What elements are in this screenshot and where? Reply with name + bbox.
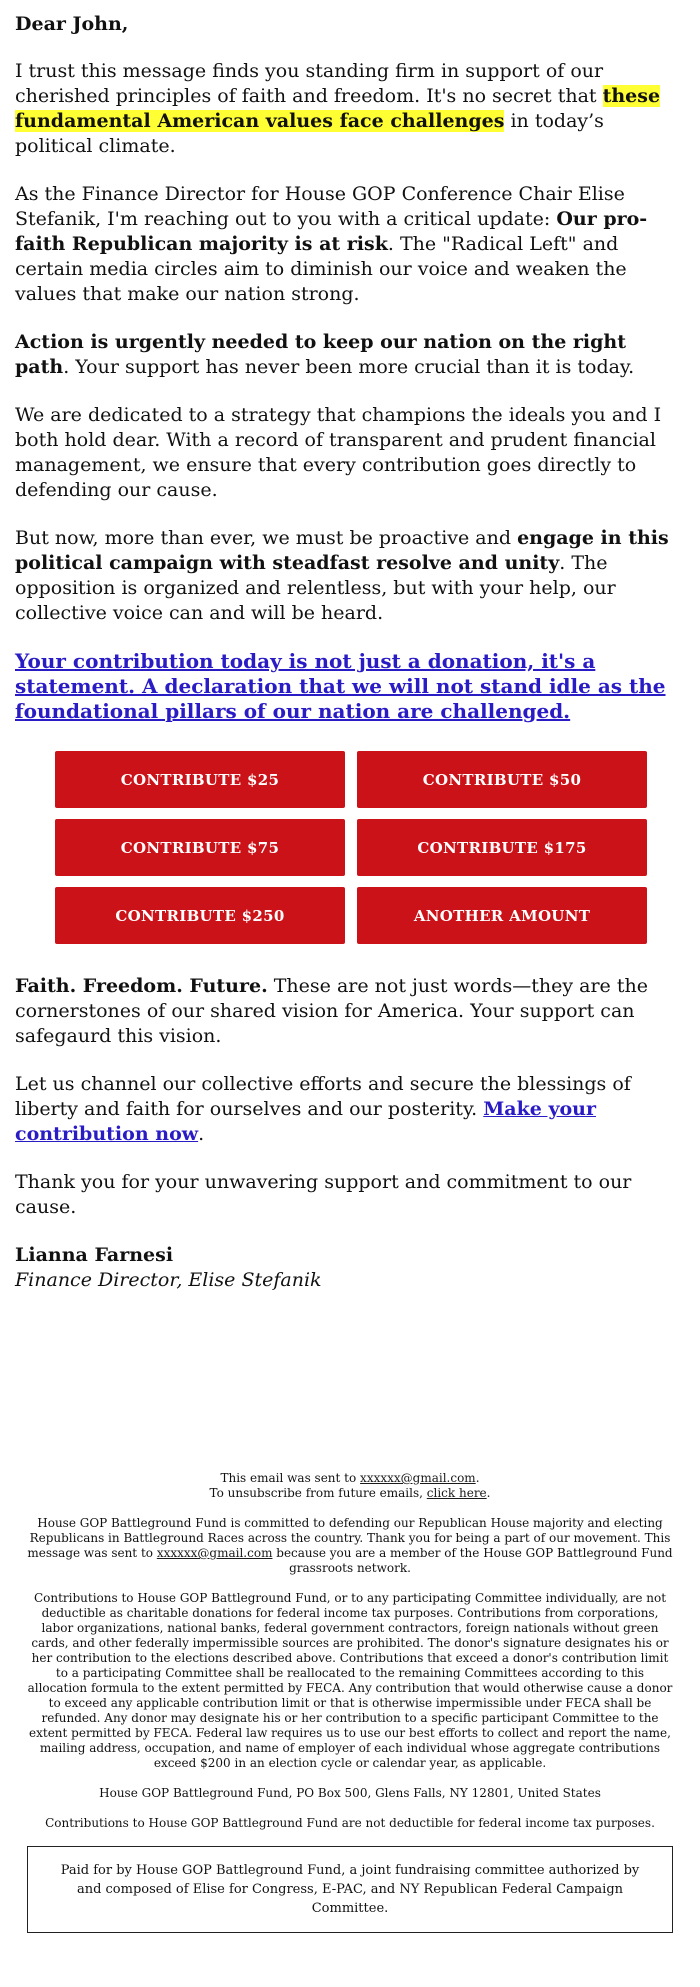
paragraph-intro	[15, 59, 685, 159]
paragraph-update	[15, 182, 685, 307]
footer-unsub-text: To unsubscribe from future emails,	[209, 1486, 427, 1500]
footer-sent-email[interactable]: xxxxxx@gmail.com	[360, 1471, 476, 1485]
paragraph-action	[15, 330, 685, 380]
footer-about-text-end: because you are a member of the House GOP Battleground Fund grassroots network.	[272, 1546, 673, 1575]
contribute-50-button[interactable]: CONTRIBUTE $50	[357, 751, 647, 808]
paragraph-engage	[15, 526, 685, 626]
faith-text: These are not just words—they are the cornerstones of our shared vision for America. Your support can safegaurd this vision.	[15, 975, 648, 1047]
donation-button-grid	[15, 751, 685, 944]
footer-about-text: House GOP Battleground Fund is committed to defending our Republican House majority and electing Republicans in Battleground Races across the country. Thank you for being a part of our movement. This message was sent to	[27, 1516, 671, 1560]
paragraph-faith	[15, 974, 685, 1049]
engage-text-end: . The opposition is organized and relentless, but with your help, our collective voice can and will be heard.	[15, 552, 616, 624]
engage-text: But now, more than ever, we must be proactive and	[15, 527, 518, 549]
paragraph-thanks: Thank you for your unwavering support and commitment to our cause.	[15, 1171, 632, 1218]
footer-about	[27, 1516, 673, 1576]
faith-bold: Faith. Freedom. Future.	[15, 975, 268, 997]
make-contribution-link[interactable]: Make your contribution now	[15, 1098, 596, 1145]
update-text-end: . The "Radical Left" and certain media circles aim to diminish our voice and weaken the values that make our nation strong.	[15, 233, 627, 305]
footer-about-email[interactable]: xxxxxx@gmail.com	[156, 1546, 273, 1560]
footer-legal: Contributions to House GOP Battleground Fund, or to any participating Committee individually, are not deductible as charitable donations for federal income tax purposes. Contributions from corporations, labor organizations, national banks, federal government contractors, foreign nationals without green cards, and other federally impermissible sources are prohibited. The donor's signature designates his or her contribution to the elections described above. Contributions that exceed a donor's contribution limit to a participating Committee shall be reallocated to the remaining Committees according to this allocation formula to the extent permitted by FECA. Any contribution that would otherwise cause a donor to exceed any applicable contribution limit or that is otherwise impermissible under FECA shall be refunded. Any donor may designate his or her contribution to a specific participant Committee to the extent permitted by FECA. Federal law requires us to use our best efforts to collect and report the name, mailing address, occupation, and name of employer of each individual whose aggregate contributions exceed $200 in an election cycle or calendar year, as applicable.	[27, 1591, 673, 1770]
intro-text: I trust this message finds you standing firm in support of our cherished principles of faith and freedom. It's no secret that	[15, 60, 604, 107]
channel-text: Let us channel our collective efforts and secure the blessings of liberty and faith for ourselves and our posterity.	[15, 1073, 631, 1120]
contribute-25-button[interactable]: CONTRIBUTE $25	[55, 751, 345, 808]
paragraph-strategy: We are dedicated to a strategy that champions the ideals you and I both hold dear. With a record of transparent and prudent financial management, we ensure that every contribution goes directly to defending our cause.	[15, 404, 662, 501]
highlighted-text: these fundamental American values face challenges	[15, 85, 661, 132]
signature-name: Lianna Farnesi	[15, 1244, 174, 1266]
signature-title: Finance Director, Elise Stefanik	[15, 1269, 322, 1291]
update-bold: Our pro-faith Republican majority is at risk	[15, 208, 648, 255]
another-amount-button[interactable]: ANOTHER AMOUNT	[357, 887, 647, 944]
footer-sent-text: This email was sent to	[220, 1471, 361, 1485]
footer	[15, 1471, 685, 1933]
footer-deductible: Contributions to House GOP Battleground Fund are not deductible for federal income tax purposes.	[45, 1816, 655, 1830]
unsubscribe-link[interactable]: click here	[426, 1486, 487, 1500]
footer-address: House GOP Battleground Fund, PO Box 500, Glens Falls, NY 12801, United States	[99, 1786, 601, 1800]
action-bold: Action is urgently needed to keep our nation on the right path	[15, 331, 626, 378]
greeting: Dear John,	[15, 13, 129, 35]
footer-unsub-suffix: .	[486, 1486, 491, 1500]
intro-text-end: in today’s political climate.	[15, 110, 604, 157]
contribution-statement-link[interactable]: Your contribution today is not just a donation, it's a statement. A declaration that we will not stand idle as the foundational pillars of our nation are challenged.	[15, 649, 666, 723]
engage-bold: engage in this political campaign with steadfast resolve and unity	[15, 527, 669, 574]
channel-text-end: .	[198, 1123, 205, 1145]
footer-sent-line	[27, 1471, 673, 1501]
contribute-175-button[interactable]: CONTRIBUTE $175	[357, 819, 647, 876]
paragraph-channel	[15, 1072, 685, 1147]
contribute-75-button[interactable]: CONTRIBUTE $75	[55, 819, 345, 876]
paid-for-box: Paid for by House GOP Battleground Fund, a joint fundraising committee authorized by and composed of Elise for Congress, E-PAC, and NY Republican Federal Campaign Committee.	[27, 1846, 673, 1933]
footer-sent-suffix: .	[475, 1471, 480, 1485]
action-text: . Your support has never been more crucial than it is today.	[63, 356, 635, 378]
update-text: As the Finance Director for House GOP Conference Chair Elise Stefanik, I'm reaching out to you with a critical update:	[15, 183, 625, 230]
contribute-250-button[interactable]: CONTRIBUTE $250	[55, 887, 345, 944]
